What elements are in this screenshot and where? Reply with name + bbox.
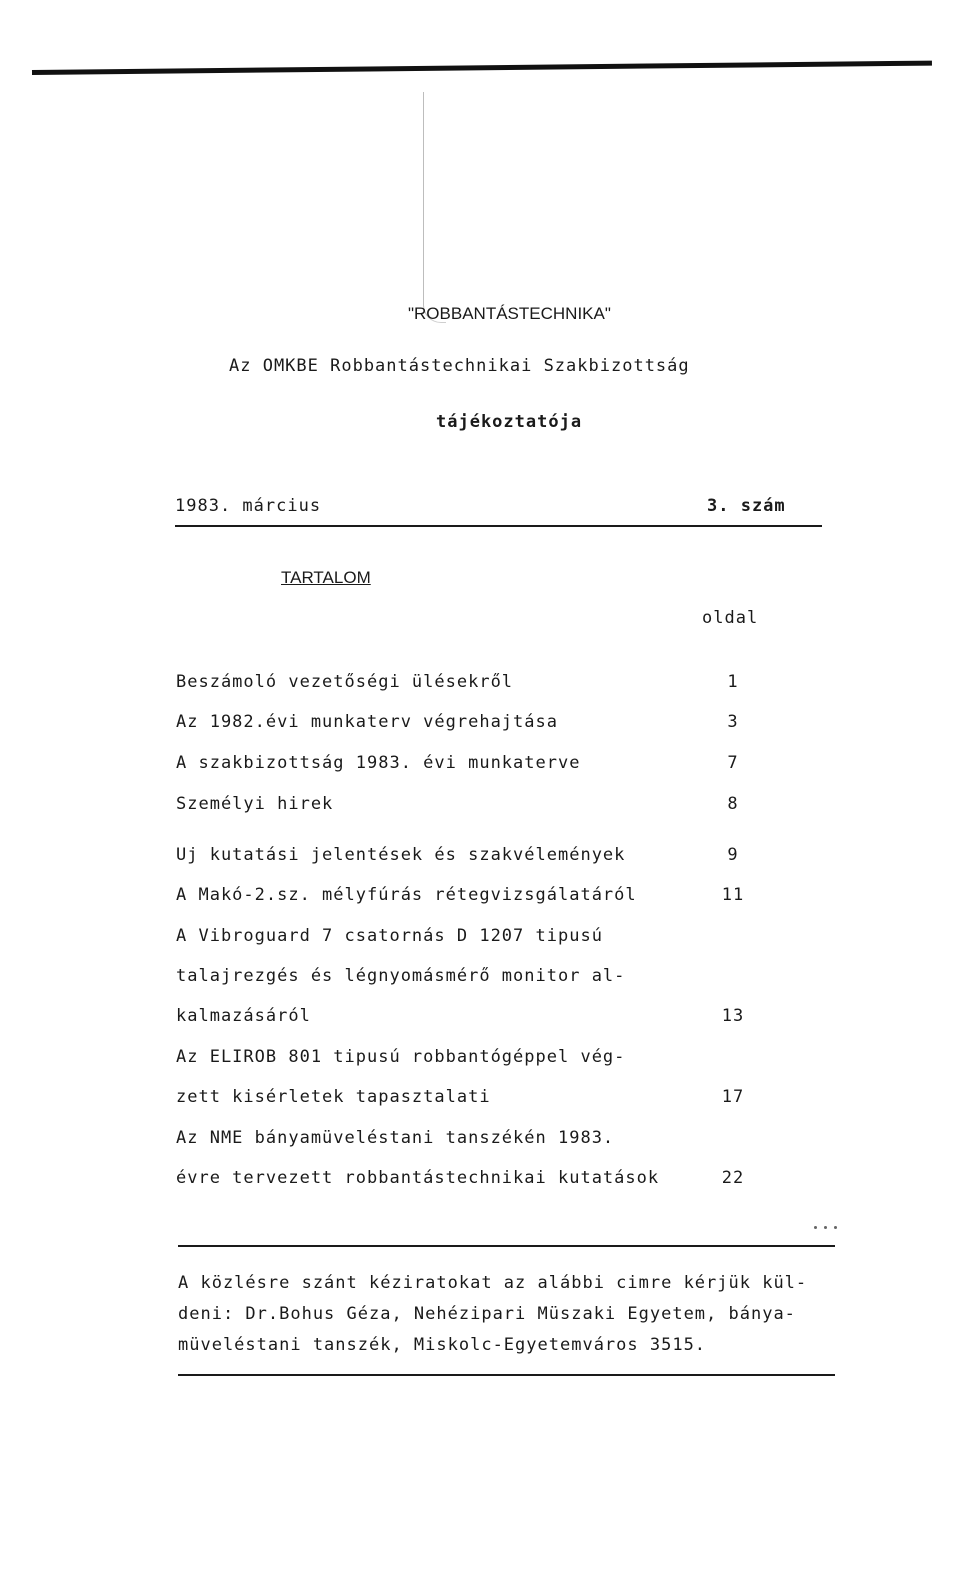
notice-line: deni: Dr.Bohus Géza, Nehézipari Müszaki Egyetem, bánya- <box>178 1304 796 1324</box>
notice-line: A közlésre szánt kéziratokat az alábbi cimre kérjük kül- <box>178 1273 808 1293</box>
page-column-label: oldal <box>702 608 759 628</box>
toc-entry-line: talajrezgés és légnyomásmérő monitor al- <box>176 966 626 986</box>
toc-page-number: 1 <box>727 672 739 692</box>
notice-top-divider <box>178 1245 835 1247</box>
toc-entry-line: Az NME bányamüveléstani tanszékén 1983. <box>176 1128 615 1148</box>
issue-date: 1983. március <box>175 496 322 516</box>
toc-entry-line: zett kisérletek tapasztalati <box>176 1087 491 1107</box>
top-border-line <box>32 61 932 75</box>
toc-entry-line: Az 1982.évi munkaterv végrehajtása <box>176 712 558 732</box>
issue-number: 3. szám <box>707 496 786 516</box>
publication-subtitle-2: tájékoztatója <box>436 412 583 432</box>
toc-entry-line: évre tervezett robbantástechnikai kutatások <box>176 1168 660 1188</box>
notice-bottom-divider <box>178 1374 835 1376</box>
publication-title: "ROBBANTÁSTECHNIKA" <box>408 304 611 323</box>
toc-page-number: 17 <box>721 1087 745 1107</box>
notice-line: müveléstani tanszék, Miskolc-Egyetemváros 3515. <box>178 1335 707 1355</box>
header-divider <box>175 525 822 527</box>
toc-page-number: 8 <box>727 794 739 814</box>
toc-entry-line: A Makó-2.sz. mélyfúrás rétegvizsgálatáról <box>176 885 637 905</box>
toc-entry-line: Beszámoló vezetőségi ülésekről <box>176 672 514 692</box>
paper-crease-mark <box>423 92 446 323</box>
contents-heading: TARTALOM <box>281 568 371 587</box>
toc-entry-line: A Vibroguard 7 csatornás D 1207 tipusú <box>176 926 603 946</box>
toc-entry-line: Az ELIROB 801 tipusú robbantógéppel vég- <box>176 1047 626 1067</box>
toc-entry-line: kalmazásáról <box>176 1006 311 1026</box>
toc-entry-line: Uj kutatási jelentések és szakvélemények <box>176 845 626 865</box>
toc-entry-line: Személyi hirek <box>176 794 334 814</box>
speck-mark <box>814 1226 817 1229</box>
toc-page-number: 13 <box>721 1006 745 1026</box>
toc-page-number: 7 <box>727 753 739 773</box>
speck-mark <box>834 1226 837 1229</box>
publication-subtitle: Az OMKBE Robbantástechnikai Szakbizottság <box>229 356 690 376</box>
toc-page-number: 9 <box>727 845 739 865</box>
speck-mark <box>824 1226 827 1229</box>
toc-page-number: 22 <box>721 1168 745 1188</box>
toc-entry-line: A szakbizottság 1983. évi munkaterve <box>176 753 581 773</box>
toc-page-number: 3 <box>727 712 739 732</box>
toc-page-number: 11 <box>721 885 745 905</box>
